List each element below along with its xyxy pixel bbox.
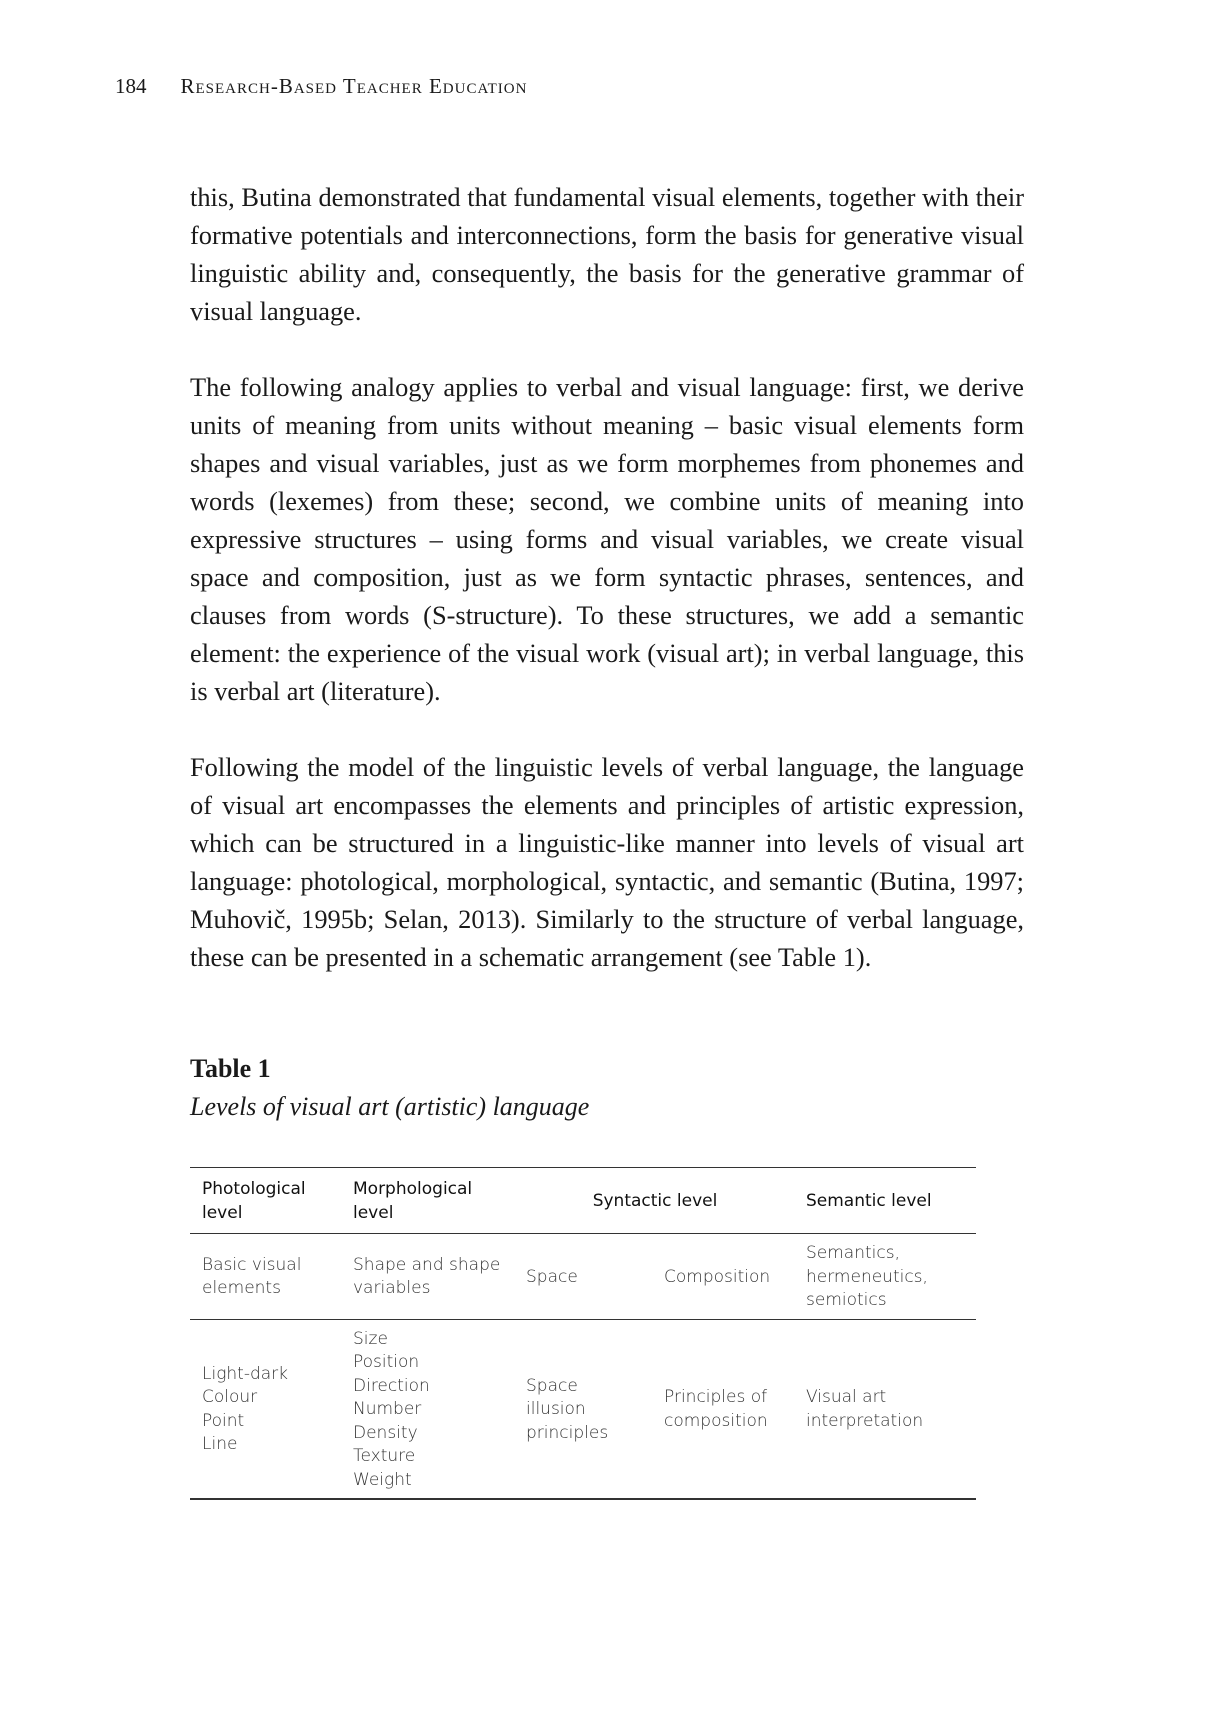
- running-head: [115, 74, 527, 99]
- body-text: [190, 178, 1024, 1014]
- table-row: [190, 1319, 976, 1499]
- list-item: Point: [202, 1410, 245, 1431]
- table-cell: Visual art interpretation: [794, 1319, 976, 1499]
- table-cell: Composition: [652, 1234, 794, 1320]
- page-number: 184: [115, 74, 147, 98]
- paragraph: this, Butina demonstrated that fundamental visual elements, together with their formative potentials and interconnections, form the basis for generative visual linguistic ability and, consequently, the basis for the generative grammar of visual language.: [190, 182, 1024, 326]
- paragraph: Following the model of the linguistic levels of verbal language, the language of visual art encompasses the elements and principles of artistic expression, which can be structured in a linguistic-like manner into levels of visual art language: photological, morphological, syntactic, and semantic (Butina, 1997; Muhovič, 1995b; Selan, 2013). Similarly to the structure of verbal language, these can be presented in a schematic arrangement (see Table 1).: [190, 752, 1024, 972]
- list-item: Texture: [353, 1446, 416, 1466]
- levels-table: [190, 1167, 976, 1500]
- list-item: Line: [202, 1434, 238, 1455]
- list-item: Colour: [202, 1387, 258, 1408]
- table-cell-photological-list: [190, 1319, 341, 1499]
- table-label: Table 1: [190, 1054, 271, 1083]
- header-photological: Photological level: [190, 1168, 341, 1234]
- list-item: Light-dark: [202, 1363, 289, 1384]
- table-cell: Shape and shape variables: [341, 1234, 514, 1320]
- table-cell: Principles of composition: [652, 1319, 794, 1499]
- table-cell: Space: [514, 1234, 652, 1320]
- header-morphological: Morphological level: [341, 1168, 514, 1234]
- paragraph: The following analogy applies to verbal and visual language: first, we derive units of meaning from units without meaning – basic visual elements form shapes and visual variables, just as we form morphemes from phonemes and words (lexemes) from these; second, we combine units of meaning into expressive structures – using forms and visual variables, we create visual space and composition, just as we form syntactic phrases, sentences, and clauses from words (S-structure). To these structures, we add a semantic element: the experience of the visual work (visual art); in verbal language, this is verbal art (literature).: [190, 372, 1024, 706]
- table-cell: Basic visual elements: [190, 1234, 341, 1320]
- table-cell: Space illusion principles: [514, 1319, 652, 1499]
- header-semantic: Semantic level: [794, 1168, 976, 1234]
- running-title: Research-Based Teacher Education: [180, 74, 528, 98]
- table-cell: Semantics, hermeneutics, semiotics: [794, 1234, 976, 1320]
- list-item: Density: [353, 1422, 418, 1443]
- list-item: Size: [353, 1328, 388, 1349]
- list-item: Position: [353, 1352, 420, 1372]
- table-row: [190, 1234, 976, 1320]
- list-item: Weight: [353, 1469, 412, 1490]
- list-item: Number: [353, 1399, 422, 1419]
- table-header-row: [190, 1168, 976, 1234]
- header-syntactic: Syntactic level: [514, 1168, 794, 1234]
- table-cell-morphological-list: [341, 1319, 514, 1499]
- list-item: Direction: [353, 1375, 430, 1396]
- table-caption: Levels of visual art (artistic) language: [190, 1092, 590, 1121]
